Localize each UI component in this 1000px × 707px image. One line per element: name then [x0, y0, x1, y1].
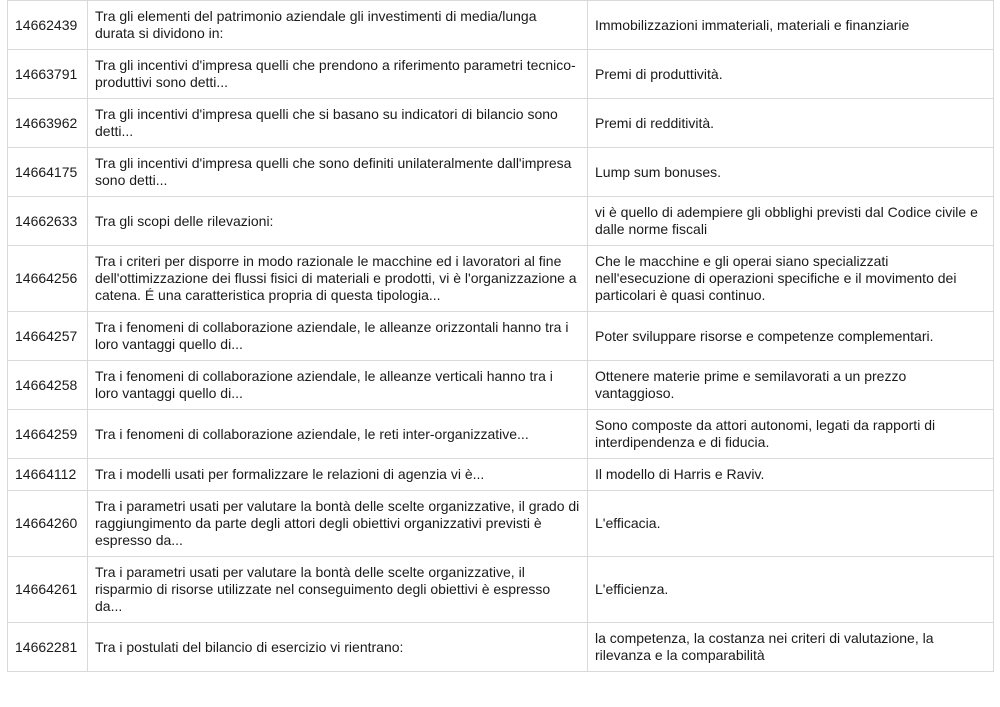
question-text: Tra gli incentivi d'impresa quelli che sono definiti unilateralmente dall'impresa sono detti...: [88, 148, 588, 197]
table-row: [8, 557, 994, 623]
question-id: 14664261: [8, 557, 88, 623]
question-id: 14664256: [8, 246, 88, 312]
answer-text: L'efficienza.: [588, 557, 994, 623]
question-text: Tra i criteri per disporre in modo razionale le macchine ed i lavoratori al fine dell'ottimizzazione dei flussi fisici di materiali e prodotti, vi è l'organizzazione a catena. É una caratteristica propria di questa tipologia...: [88, 246, 588, 312]
question-text: Tra gli scopi delle rilevazioni:: [88, 197, 588, 246]
question-id: 14662281: [8, 623, 88, 672]
question-text: Tra gli incentivi d'impresa quelli che si basano su indicatori di bilancio sono detti...: [88, 99, 588, 148]
question-id: 14664258: [8, 361, 88, 410]
table-row: [8, 312, 994, 361]
table-row: [8, 246, 994, 312]
answer-text: vi è quello di adempiere gli obblighi previsti dal Codice civile e dalle norme fiscali: [588, 197, 994, 246]
answer-text: Immobilizzazioni immateriali, materiali e finanziarie: [588, 1, 994, 50]
answer-text: Premi di produttività.: [588, 50, 994, 99]
table-row: [8, 459, 994, 491]
question-text: Tra gli elementi del patrimonio aziendale gli investimenti di media/lunga durata si dividono in:: [88, 1, 588, 50]
table-row: [8, 1, 994, 50]
question-text: Tra i postulati del bilancio di esercizio vi rientrano:: [88, 623, 588, 672]
question-id: 14663791: [8, 50, 88, 99]
question-id: 14662439: [8, 1, 88, 50]
answer-text: L'efficacia.: [588, 491, 994, 557]
question-id: 14664259: [8, 410, 88, 459]
table-row: [8, 361, 994, 410]
qa-table: [7, 0, 994, 672]
table-row: [8, 99, 994, 148]
question-id: 14663962: [8, 99, 88, 148]
question-id: 14664175: [8, 148, 88, 197]
question-text: Tra i parametri usati per valutare la bontà delle scelte organizzative, il risparmio di risorse utilizzate nel conseguimento degli obiettivi è espresso da...: [88, 557, 588, 623]
question-text: Tra i fenomeni di collaborazione aziendale, le alleanze verticali hanno tra i loro vantaggi quello di...: [88, 361, 588, 410]
answer-text: Che le macchine e gli operai siano specializzati nell'esecuzione di operazioni specifiche e il movimento dei particolari è quasi continuo.: [588, 246, 994, 312]
question-text: Tra i fenomeni di collaborazione aziendale, le reti inter-organizzative...: [88, 410, 588, 459]
question-id: 14664257: [8, 312, 88, 361]
answer-text: Poter sviluppare risorse e competenze complementari.: [588, 312, 994, 361]
question-text: Tra i parametri usati per valutare la bontà delle scelte organizzative, il grado di raggiungimento da parte degli attori degli obiettivi organizzativi previsti è espresso da...: [88, 491, 588, 557]
question-id: 14664112: [8, 459, 88, 491]
table-row: [8, 197, 994, 246]
question-id: 14662633: [8, 197, 88, 246]
table-row: [8, 491, 994, 557]
answer-text: Premi di redditività.: [588, 99, 994, 148]
answer-text: la competenza, la costanza nei criteri di valutazione, la rilevanza e la comparabilità: [588, 623, 994, 672]
question-id: 14664260: [8, 491, 88, 557]
answer-text: Lump sum bonuses.: [588, 148, 994, 197]
table-row: [8, 410, 994, 459]
question-text: Tra i fenomeni di collaborazione aziendale, le alleanze orizzontali hanno tra i loro vantaggi quello di...: [88, 312, 588, 361]
answer-text: Ottenere materie prime e semilavorati a un prezzo vantaggioso.: [588, 361, 994, 410]
answer-text: Il modello di Harris e Raviv.: [588, 459, 994, 491]
question-text: Tra i modelli usati per formalizzare le relazioni di agenzia vi è...: [88, 459, 588, 491]
table-row: [8, 148, 994, 197]
answer-text: Sono composte da attori autonomi, legati da rapporti di interdipendenza e di fiducia.: [588, 410, 994, 459]
table-row: [8, 623, 994, 672]
question-text: Tra gli incentivi d'impresa quelli che prendono a riferimento parametri tecnico-produttivi sono detti...: [88, 50, 588, 99]
table-row: [8, 50, 994, 99]
